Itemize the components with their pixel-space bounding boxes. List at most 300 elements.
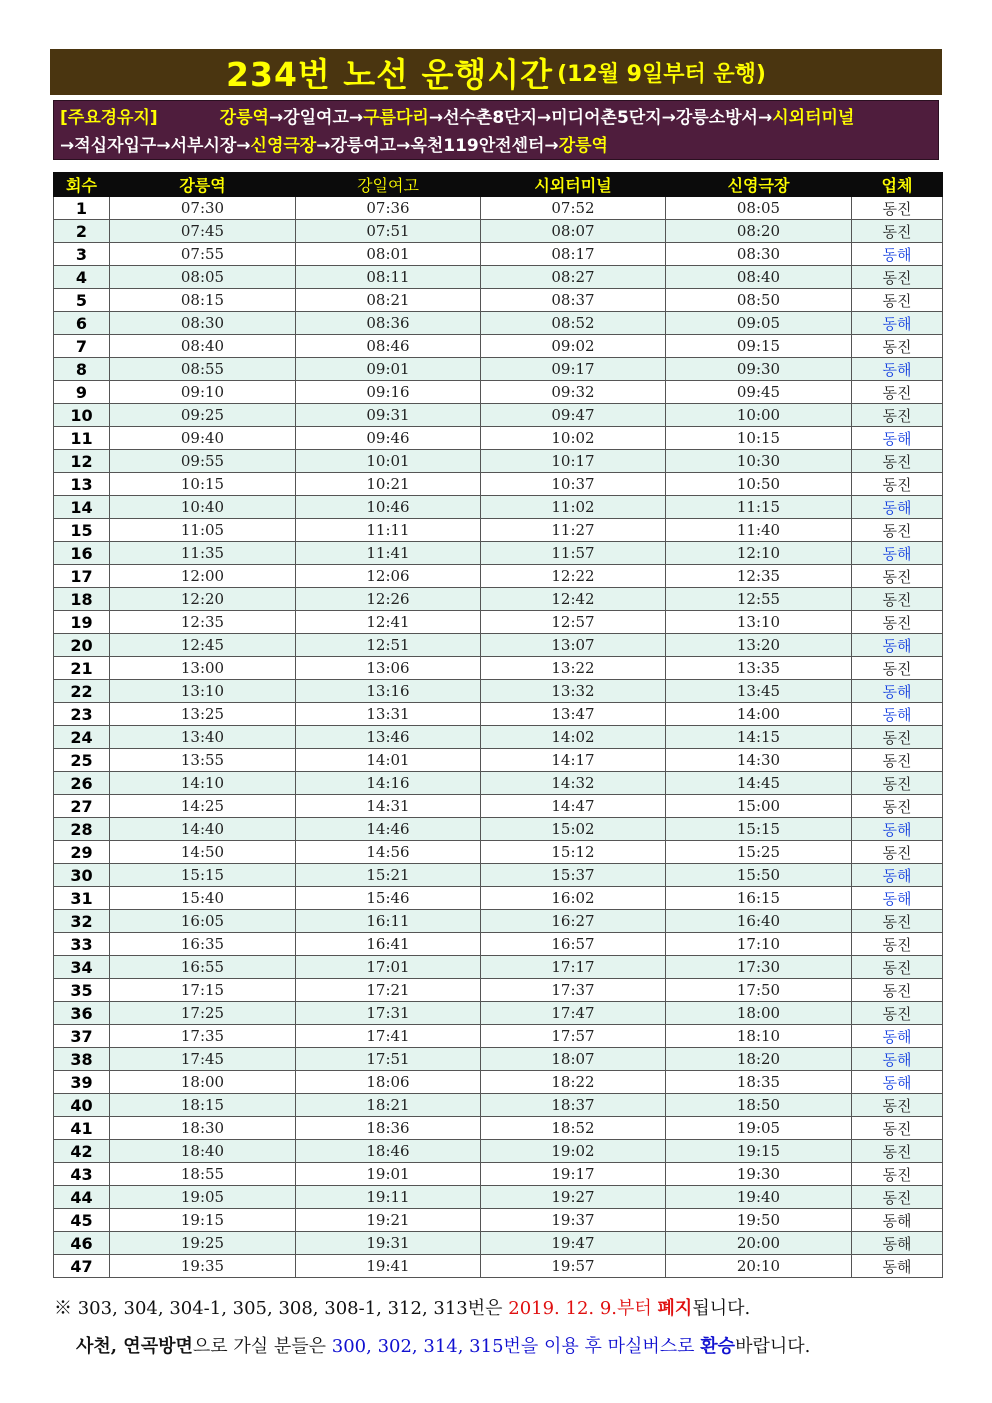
cell-company: 동진 xyxy=(852,220,943,243)
cell-gangneung-station-time: 07:55 xyxy=(110,243,296,266)
table-row xyxy=(54,772,943,795)
cell-intercity-terminal-time: 08:07 xyxy=(481,220,666,243)
cell-intercity-terminal-time: 17:17 xyxy=(481,956,666,979)
table-row xyxy=(54,749,943,772)
cell-company: 동진 xyxy=(852,335,943,358)
notice-buses: 300, 302, 314, 315번을 이용 후 마실버스로 xyxy=(331,1336,701,1357)
cell-run-no: 46 xyxy=(54,1232,110,1255)
cell-sinyoung-theater-time: 20:10 xyxy=(666,1255,852,1278)
cell-company: 동진 xyxy=(852,841,943,864)
cell-gangil-girls-high-time: 14:31 xyxy=(296,795,481,818)
cell-intercity-terminal-time: 13:07 xyxy=(481,634,666,657)
table-row xyxy=(54,588,943,611)
cell-company: 동진 xyxy=(852,1002,943,1025)
cell-gangneung-station-time: 15:15 xyxy=(110,864,296,887)
cell-gangil-girls-high-time: 19:11 xyxy=(296,1186,481,1209)
cell-gangneung-station-time: 12:00 xyxy=(110,565,296,588)
cell-run-no: 34 xyxy=(54,956,110,979)
cell-run-no: 43 xyxy=(54,1163,110,1186)
cell-run-no: 8 xyxy=(54,358,110,381)
cell-company: 동진 xyxy=(852,611,943,634)
table-row xyxy=(54,979,943,1002)
cell-gangil-girls-high-time: 13:06 xyxy=(296,657,481,680)
cell-gangil-girls-high-time: 12:06 xyxy=(296,565,481,588)
cell-sinyoung-theater-time: 11:15 xyxy=(666,496,852,519)
cell-intercity-terminal-time: 10:17 xyxy=(481,450,666,473)
cell-company: 동해 xyxy=(852,1071,943,1094)
cell-run-no: 17 xyxy=(54,565,110,588)
cell-run-no: 7 xyxy=(54,335,110,358)
cell-sinyoung-theater-time: 14:15 xyxy=(666,726,852,749)
cell-intercity-terminal-time: 13:22 xyxy=(481,657,666,680)
cell-intercity-terminal-time: 08:52 xyxy=(481,312,666,335)
cell-company: 동진 xyxy=(852,381,943,404)
cell-sinyoung-theater-time: 14:00 xyxy=(666,703,852,726)
cell-gangneung-station-time: 10:40 xyxy=(110,496,296,519)
cell-company: 동진 xyxy=(852,657,943,680)
cell-company: 동해 xyxy=(852,496,943,519)
cell-company: 동해 xyxy=(852,358,943,381)
table-row xyxy=(54,1140,943,1163)
cell-intercity-terminal-time: 09:17 xyxy=(481,358,666,381)
cell-gangneung-station-time: 07:30 xyxy=(110,197,296,220)
cell-sinyoung-theater-time: 20:00 xyxy=(666,1232,852,1255)
schedule-body xyxy=(54,197,943,1278)
cell-intercity-terminal-time: 14:47 xyxy=(481,795,666,818)
table-row xyxy=(54,657,943,680)
cell-sinyoung-theater-time: 19:40 xyxy=(666,1186,852,1209)
cell-run-no: 28 xyxy=(54,818,110,841)
table-row xyxy=(54,450,943,473)
cell-run-no: 23 xyxy=(54,703,110,726)
table-row xyxy=(54,634,943,657)
cell-intercity-terminal-time: 08:17 xyxy=(481,243,666,266)
route-stop-segment: →강릉여고→옥천119안전센터→ xyxy=(316,136,559,156)
cell-sinyoung-theater-time: 15:50 xyxy=(666,864,852,887)
cell-intercity-terminal-time: 19:27 xyxy=(481,1186,666,1209)
cell-run-no: 47 xyxy=(54,1255,110,1278)
cell-run-no: 35 xyxy=(54,979,110,1002)
cell-sinyoung-theater-time: 09:05 xyxy=(666,312,852,335)
cell-gangneung-station-time: 19:25 xyxy=(110,1232,296,1255)
table-row xyxy=(54,1255,943,1278)
route-stop-segment: →적십자입구→서부시장→ xyxy=(60,136,251,156)
cell-company: 동해 xyxy=(852,243,943,266)
cell-gangneung-station-time: 14:40 xyxy=(110,818,296,841)
cell-company: 동진 xyxy=(852,450,943,473)
header-gangil-girls-high: 강일여고 xyxy=(296,173,481,197)
cell-sinyoung-theater-time: 09:15 xyxy=(666,335,852,358)
cell-sinyoung-theater-time: 08:05 xyxy=(666,197,852,220)
header-gangneung-station: 강릉역 xyxy=(110,173,296,197)
cell-gangil-girls-high-time: 19:31 xyxy=(296,1232,481,1255)
cell-gangil-girls-high-time: 07:36 xyxy=(296,197,481,220)
cell-run-no: 29 xyxy=(54,841,110,864)
cell-sinyoung-theater-time: 18:00 xyxy=(666,1002,852,1025)
cell-intercity-terminal-time: 19:02 xyxy=(481,1140,666,1163)
cell-intercity-terminal-time: 10:37 xyxy=(481,473,666,496)
cell-run-no: 4 xyxy=(54,266,110,289)
cell-intercity-terminal-time: 19:37 xyxy=(481,1209,666,1232)
cell-gangil-girls-high-time: 08:36 xyxy=(296,312,481,335)
cell-gangneung-station-time: 14:10 xyxy=(110,772,296,795)
route-stop-highlight: 신영극장 xyxy=(250,136,317,156)
cell-intercity-terminal-time: 12:22 xyxy=(481,565,666,588)
table-row xyxy=(54,243,943,266)
table-row xyxy=(54,1232,943,1255)
cell-run-no: 18 xyxy=(54,588,110,611)
cell-run-no: 16 xyxy=(54,542,110,565)
table-row xyxy=(54,703,943,726)
cell-gangil-girls-high-time: 19:21 xyxy=(296,1209,481,1232)
cell-company: 동진 xyxy=(852,588,943,611)
cell-intercity-terminal-time: 07:52 xyxy=(481,197,666,220)
page-subtitle: (12월 9일부터 운행) xyxy=(557,61,766,87)
cell-run-no: 37 xyxy=(54,1025,110,1048)
cell-company: 동진 xyxy=(852,1163,943,1186)
route-stops-line-1 xyxy=(220,108,855,128)
cell-sinyoung-theater-time: 19:30 xyxy=(666,1163,852,1186)
cell-intercity-terminal-time: 11:27 xyxy=(481,519,666,542)
cell-sinyoung-theater-time: 14:45 xyxy=(666,772,852,795)
route-stops-box xyxy=(53,100,939,160)
route-stop-segment: →강일여고→ xyxy=(268,108,364,128)
cell-company: 동해 xyxy=(852,680,943,703)
cell-gangneung-station-time: 12:20 xyxy=(110,588,296,611)
cell-run-no: 26 xyxy=(54,772,110,795)
cell-intercity-terminal-time: 18:07 xyxy=(481,1048,666,1071)
cell-company: 동진 xyxy=(852,1140,943,1163)
cell-run-no: 27 xyxy=(54,795,110,818)
cell-sinyoung-theater-time: 08:50 xyxy=(666,289,852,312)
cell-company: 동진 xyxy=(852,726,943,749)
cell-intercity-terminal-time: 08:37 xyxy=(481,289,666,312)
cell-company: 동해 xyxy=(852,703,943,726)
cell-gangneung-station-time: 19:05 xyxy=(110,1186,296,1209)
cell-gangil-girls-high-time: 17:51 xyxy=(296,1048,481,1071)
cell-sinyoung-theater-time: 18:35 xyxy=(666,1071,852,1094)
schedule-table xyxy=(53,172,943,1278)
cell-run-no: 44 xyxy=(54,1186,110,1209)
cell-company: 동해 xyxy=(852,887,943,910)
cell-gangneung-station-time: 17:25 xyxy=(110,1002,296,1025)
cell-gangil-girls-high-time: 15:46 xyxy=(296,887,481,910)
cell-run-no: 40 xyxy=(54,1094,110,1117)
cell-gangneung-station-time: 18:30 xyxy=(110,1117,296,1140)
cell-company: 동해 xyxy=(852,818,943,841)
cell-sinyoung-theater-time: 10:15 xyxy=(666,427,852,450)
cell-company: 동해 xyxy=(852,1209,943,1232)
cell-intercity-terminal-time: 19:57 xyxy=(481,1255,666,1278)
cell-run-no: 13 xyxy=(54,473,110,496)
cell-company: 동진 xyxy=(852,1117,943,1140)
cell-sinyoung-theater-time: 19:50 xyxy=(666,1209,852,1232)
cell-intercity-terminal-time: 14:17 xyxy=(481,749,666,772)
cell-sinyoung-theater-time: 14:30 xyxy=(666,749,852,772)
cell-run-no: 19 xyxy=(54,611,110,634)
cell-gangneung-station-time: 10:15 xyxy=(110,473,296,496)
cell-run-no: 33 xyxy=(54,933,110,956)
cell-run-no: 21 xyxy=(54,657,110,680)
table-row xyxy=(54,933,943,956)
table-row xyxy=(54,565,943,588)
cell-sinyoung-theater-time: 10:30 xyxy=(666,450,852,473)
cell-run-no: 32 xyxy=(54,910,110,933)
table-row xyxy=(54,266,943,289)
cell-gangneung-station-time: 09:55 xyxy=(110,450,296,473)
cell-intercity-terminal-time: 11:02 xyxy=(481,496,666,519)
cell-run-no: 31 xyxy=(54,887,110,910)
table-row xyxy=(54,1002,943,1025)
cell-gangil-girls-high-time: 14:16 xyxy=(296,772,481,795)
cell-gangneung-station-time: 18:40 xyxy=(110,1140,296,1163)
cell-run-no: 22 xyxy=(54,680,110,703)
route-stop-highlight: 강릉역 xyxy=(558,136,608,156)
cell-gangil-girls-high-time: 08:11 xyxy=(296,266,481,289)
cell-sinyoung-theater-time: 16:40 xyxy=(666,910,852,933)
cell-intercity-terminal-time: 17:37 xyxy=(481,979,666,1002)
header-sinyoung-theater: 신영극장 xyxy=(666,173,852,197)
cell-gangil-girls-high-time: 18:21 xyxy=(296,1094,481,1117)
cell-sinyoung-theater-time: 09:30 xyxy=(666,358,852,381)
cell-gangneung-station-time: 14:50 xyxy=(110,841,296,864)
cell-sinyoung-theater-time: 15:25 xyxy=(666,841,852,864)
cell-gangil-girls-high-time: 09:46 xyxy=(296,427,481,450)
cell-intercity-terminal-time: 09:32 xyxy=(481,381,666,404)
table-row xyxy=(54,680,943,703)
cell-intercity-terminal-time: 13:32 xyxy=(481,680,666,703)
cell-gangneung-station-time: 09:25 xyxy=(110,404,296,427)
cell-intercity-terminal-time: 14:32 xyxy=(481,772,666,795)
cell-run-no: 41 xyxy=(54,1117,110,1140)
cell-run-no: 38 xyxy=(54,1048,110,1071)
cell-gangneung-station-time: 13:00 xyxy=(110,657,296,680)
cell-gangneung-station-time: 08:30 xyxy=(110,312,296,335)
header-run-no: 회수 xyxy=(54,173,110,197)
table-row xyxy=(54,910,943,933)
cell-gangneung-station-time: 13:40 xyxy=(110,726,296,749)
cell-sinyoung-theater-time: 12:55 xyxy=(666,588,852,611)
cell-gangneung-station-time: 08:40 xyxy=(110,335,296,358)
cell-run-no: 10 xyxy=(54,404,110,427)
cell-gangil-girls-high-time: 15:21 xyxy=(296,864,481,887)
notice-end: 바랍니다. xyxy=(735,1336,811,1357)
cell-gangneung-station-time: 11:35 xyxy=(110,542,296,565)
cell-run-no: 12 xyxy=(54,450,110,473)
cell-company: 동진 xyxy=(852,404,943,427)
cell-sinyoung-theater-time: 18:10 xyxy=(666,1025,852,1048)
cell-sinyoung-theater-time: 09:45 xyxy=(666,381,852,404)
cell-company: 동진 xyxy=(852,1186,943,1209)
cell-company: 동해 xyxy=(852,312,943,335)
cell-run-no: 25 xyxy=(54,749,110,772)
table-row xyxy=(54,335,943,358)
table-row xyxy=(54,841,943,864)
cell-gangil-girls-high-time: 16:41 xyxy=(296,933,481,956)
cell-intercity-terminal-time: 12:42 xyxy=(481,588,666,611)
table-row xyxy=(54,381,943,404)
cell-gangneung-station-time: 12:35 xyxy=(110,611,296,634)
cell-gangil-girls-high-time: 19:41 xyxy=(296,1255,481,1278)
cell-sinyoung-theater-time: 12:35 xyxy=(666,565,852,588)
cell-gangil-girls-high-time: 09:16 xyxy=(296,381,481,404)
cell-company: 동해 xyxy=(852,1232,943,1255)
cell-sinyoung-theater-time: 13:45 xyxy=(666,680,852,703)
notice-direction: 사천, 연곡방면 xyxy=(76,1336,193,1357)
cell-company: 동진 xyxy=(852,956,943,979)
cell-sinyoung-theater-time: 13:10 xyxy=(666,611,852,634)
route-stop-segment: →선수촌8단지→미디어촌5단지→강릉소방서→ xyxy=(428,108,773,128)
cell-run-no: 42 xyxy=(54,1140,110,1163)
cell-company: 동진 xyxy=(852,910,943,933)
cell-gangil-girls-high-time: 11:11 xyxy=(296,519,481,542)
cell-gangil-girls-high-time: 13:46 xyxy=(296,726,481,749)
cell-intercity-terminal-time: 16:27 xyxy=(481,910,666,933)
table-row xyxy=(54,611,943,634)
cell-company: 동진 xyxy=(852,266,943,289)
cell-intercity-terminal-time: 14:02 xyxy=(481,726,666,749)
cell-intercity-terminal-time: 17:47 xyxy=(481,1002,666,1025)
cell-gangil-girls-high-time: 10:01 xyxy=(296,450,481,473)
cell-run-no: 5 xyxy=(54,289,110,312)
notice-prefix: ※ 303, 304, 304-1, 305, 308, 308-1, 312, 313번은 xyxy=(54,1298,509,1319)
table-row xyxy=(54,358,943,381)
cell-sinyoung-theater-time: 15:00 xyxy=(666,795,852,818)
cell-company: 동진 xyxy=(852,795,943,818)
cell-gangneung-station-time: 09:10 xyxy=(110,381,296,404)
cell-gangneung-station-time: 17:45 xyxy=(110,1048,296,1071)
cell-intercity-terminal-time: 18:37 xyxy=(481,1094,666,1117)
table-row xyxy=(54,887,943,910)
table-row xyxy=(54,1163,943,1186)
cell-gangneung-station-time: 18:15 xyxy=(110,1094,296,1117)
table-row xyxy=(54,542,943,565)
notice-line-1 xyxy=(54,1294,954,1320)
cell-intercity-terminal-time: 15:37 xyxy=(481,864,666,887)
cell-run-no: 39 xyxy=(54,1071,110,1094)
title-bar xyxy=(50,49,942,95)
cell-gangil-girls-high-time: 09:31 xyxy=(296,404,481,427)
cell-gangil-girls-high-time: 17:21 xyxy=(296,979,481,1002)
cell-company: 동해 xyxy=(852,1025,943,1048)
cell-company: 동해 xyxy=(852,427,943,450)
cell-sinyoung-theater-time: 08:20 xyxy=(666,220,852,243)
cell-gangil-girls-high-time: 19:01 xyxy=(296,1163,481,1186)
notice-date: 2019. 12. 9.부터 xyxy=(508,1298,658,1319)
cell-run-no: 9 xyxy=(54,381,110,404)
cell-intercity-terminal-time: 09:02 xyxy=(481,335,666,358)
cell-company: 동해 xyxy=(852,1255,943,1278)
cell-intercity-terminal-time: 15:12 xyxy=(481,841,666,864)
cell-sinyoung-theater-time: 17:50 xyxy=(666,979,852,1002)
table-row xyxy=(54,1071,943,1094)
cell-gangil-girls-high-time: 10:21 xyxy=(296,473,481,496)
cell-intercity-terminal-time: 10:02 xyxy=(481,427,666,450)
cell-run-no: 3 xyxy=(54,243,110,266)
cell-gangneung-station-time: 15:40 xyxy=(110,887,296,910)
cell-company: 동해 xyxy=(852,864,943,887)
cell-gangil-girls-high-time: 17:41 xyxy=(296,1025,481,1048)
cell-run-no: 15 xyxy=(54,519,110,542)
cell-run-no: 30 xyxy=(54,864,110,887)
cell-sinyoung-theater-time: 18:20 xyxy=(666,1048,852,1071)
cell-company: 동진 xyxy=(852,565,943,588)
cell-gangneung-station-time: 18:55 xyxy=(110,1163,296,1186)
cell-gangil-girls-high-time: 14:46 xyxy=(296,818,481,841)
cell-gangneung-station-time: 11:05 xyxy=(110,519,296,542)
cell-gangil-girls-high-time: 09:01 xyxy=(296,358,481,381)
cell-gangneung-station-time: 19:15 xyxy=(110,1209,296,1232)
table-row xyxy=(54,956,943,979)
cell-sinyoung-theater-time: 08:40 xyxy=(666,266,852,289)
cell-intercity-terminal-time: 15:02 xyxy=(481,818,666,841)
notice-suffix: 됩니다. xyxy=(692,1298,751,1319)
header-company: 업체 xyxy=(852,173,943,197)
cell-intercity-terminal-time: 16:57 xyxy=(481,933,666,956)
table-row xyxy=(54,1025,943,1048)
table-row xyxy=(54,289,943,312)
page-title: 234번 노선 운행시간 xyxy=(226,54,554,94)
cell-gangil-girls-high-time: 12:51 xyxy=(296,634,481,657)
cell-company: 동진 xyxy=(852,519,943,542)
cell-gangneung-station-time: 19:35 xyxy=(110,1255,296,1278)
table-row xyxy=(54,427,943,450)
table-header-row xyxy=(54,173,943,197)
cell-sinyoung-theater-time: 08:30 xyxy=(666,243,852,266)
cell-gangneung-station-time: 17:15 xyxy=(110,979,296,1002)
cell-company: 동해 xyxy=(852,1048,943,1071)
cell-gangneung-station-time: 09:40 xyxy=(110,427,296,450)
cell-gangil-girls-high-time: 12:26 xyxy=(296,588,481,611)
cell-gangil-girls-high-time: 13:16 xyxy=(296,680,481,703)
cell-gangil-girls-high-time: 08:21 xyxy=(296,289,481,312)
cell-intercity-terminal-time: 18:52 xyxy=(481,1117,666,1140)
cell-gangneung-station-time: 17:35 xyxy=(110,1025,296,1048)
cell-gangneung-station-time: 08:05 xyxy=(110,266,296,289)
notice-abolish: 폐지 xyxy=(657,1298,693,1319)
table-row xyxy=(54,473,943,496)
notice-mid: 으로 가실 분들은 xyxy=(192,1336,332,1357)
cell-run-no: 24 xyxy=(54,726,110,749)
cell-sinyoung-theater-time: 18:50 xyxy=(666,1094,852,1117)
cell-gangil-girls-high-time: 18:06 xyxy=(296,1071,481,1094)
cell-gangil-girls-high-time: 07:51 xyxy=(296,220,481,243)
cell-gangneung-station-time: 13:55 xyxy=(110,749,296,772)
cell-gangil-girls-high-time: 16:11 xyxy=(296,910,481,933)
cell-run-no: 11 xyxy=(54,427,110,450)
table-row xyxy=(54,496,943,519)
cell-gangil-girls-high-time: 18:46 xyxy=(296,1140,481,1163)
cell-intercity-terminal-time: 18:22 xyxy=(481,1071,666,1094)
cell-sinyoung-theater-time: 15:15 xyxy=(666,818,852,841)
cell-gangil-girls-high-time: 14:01 xyxy=(296,749,481,772)
cell-gangil-girls-high-time: 08:01 xyxy=(296,243,481,266)
cell-gangneung-station-time: 16:35 xyxy=(110,933,296,956)
cell-gangil-girls-high-time: 17:01 xyxy=(296,956,481,979)
cell-gangil-girls-high-time: 10:46 xyxy=(296,496,481,519)
cell-gangneung-station-time: 12:45 xyxy=(110,634,296,657)
cell-sinyoung-theater-time: 19:15 xyxy=(666,1140,852,1163)
cell-gangneung-station-time: 13:25 xyxy=(110,703,296,726)
route-stops-line-2 xyxy=(60,132,932,160)
cell-run-no: 20 xyxy=(54,634,110,657)
notice-transfer: 환승 xyxy=(700,1336,736,1357)
cell-intercity-terminal-time: 19:17 xyxy=(481,1163,666,1186)
cell-gangil-girls-high-time: 14:56 xyxy=(296,841,481,864)
table-row xyxy=(54,404,943,427)
table-row xyxy=(54,1186,943,1209)
cell-gangneung-station-time: 08:15 xyxy=(110,289,296,312)
